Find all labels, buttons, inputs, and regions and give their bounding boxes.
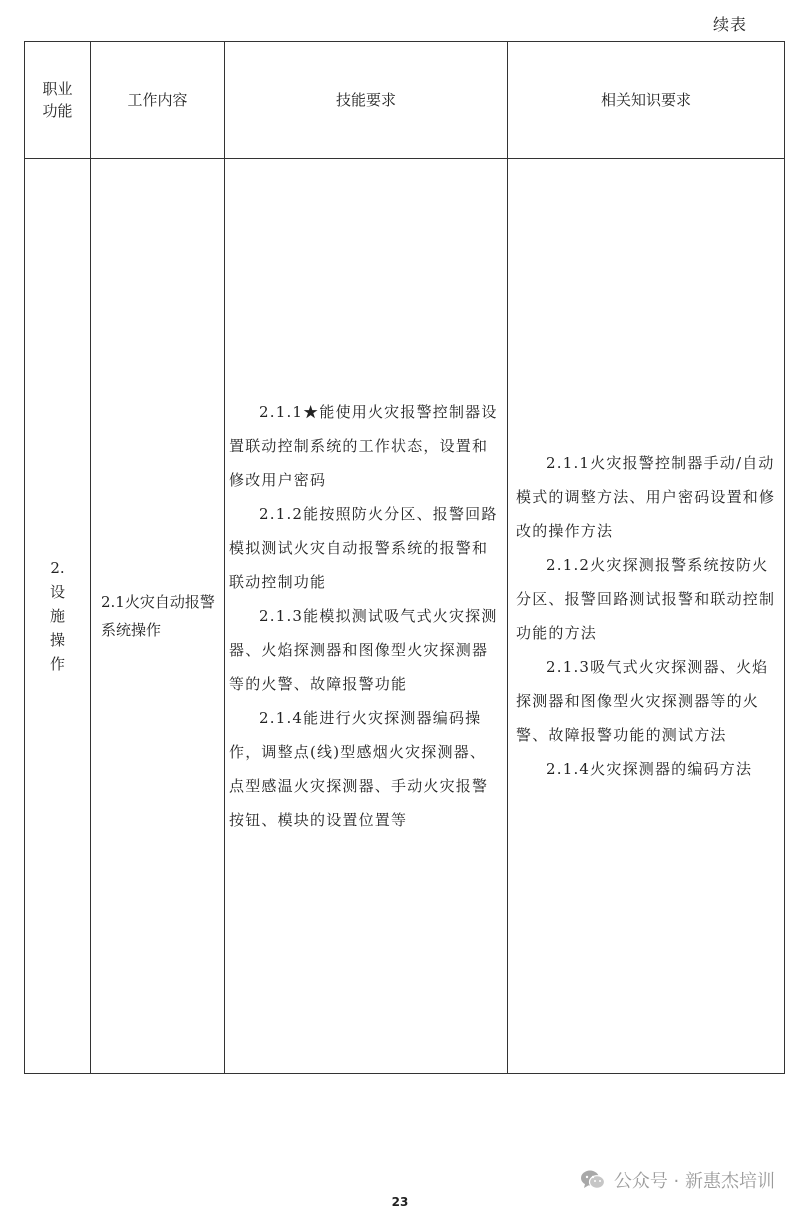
header-work-content: 工作内容 — [91, 42, 225, 159]
watermark — [580, 1167, 775, 1193]
skill-item: 2.1.3能模拟测试吸气式火灾探测器、火焰探测器和图像型火灾探测器等的火警、故障报警功能 — [229, 607, 498, 693]
knowledge-item: 2.1.4火灾探测器的编码方法 — [546, 760, 753, 778]
function-char: 作 — [49, 655, 65, 673]
function-cell — [25, 159, 91, 1074]
function-char: 设 — [49, 583, 65, 601]
header-knowledge: 相关知识要求 — [508, 42, 785, 159]
watermark-text: 公众号 · 新惠杰培训 — [613, 1171, 775, 1192]
skill-item: 2.1.4能进行火灾探测器编码操作，调整点(线)型感烟火灾探测器、点型感温火灾探测器、手动火灾报警按钮、模块的设置位置等 — [229, 709, 489, 829]
knowledge-item: 2.1.1火灾报警控制器手动/自动模式的调整方法、用户密码设置和修改的操作方法 — [516, 454, 776, 540]
skills-cell — [225, 159, 508, 1074]
function-char: 操 — [49, 631, 65, 649]
continued-label: 续表 — [712, 15, 747, 34]
header-function-line1: 职业 — [42, 80, 73, 98]
header-function-line2: 功能 — [42, 102, 73, 120]
page-number: 23 — [391, 1195, 409, 1209]
table-header-row — [25, 42, 785, 159]
knowledge-item: 2.1.3吸气式火灾探测器、火焰探测器和图像型火灾探测器等的火警、故障报警功能的测试方法 — [516, 658, 769, 744]
function-char: 施 — [49, 607, 65, 625]
knowledge-cell — [508, 159, 785, 1074]
skill-item: 2.1.2能按照防火分区、报警回路模拟测试火灾自动报警系统的报警和联动控制功能 — [229, 505, 498, 591]
header-function — [25, 42, 91, 159]
function-char: 2. — [50, 559, 65, 577]
work-content-cell: 2.1火灾自动报警系统操作 — [91, 159, 225, 1074]
knowledge-item: 2.1.2火灾探测报警系统按防火分区、报警回路测试报警和联动控制功能的方法 — [516, 556, 776, 642]
header-skills: 技能要求 — [225, 42, 508, 159]
occupation-standard-table — [24, 41, 785, 1074]
wechat-icon — [580, 1169, 606, 1191]
skill-item: 2.1.1★能使用火灾报警控制器设置联动控制系统的工作状态，设置和修改用户密码 — [229, 403, 498, 489]
table-row — [25, 159, 785, 1074]
